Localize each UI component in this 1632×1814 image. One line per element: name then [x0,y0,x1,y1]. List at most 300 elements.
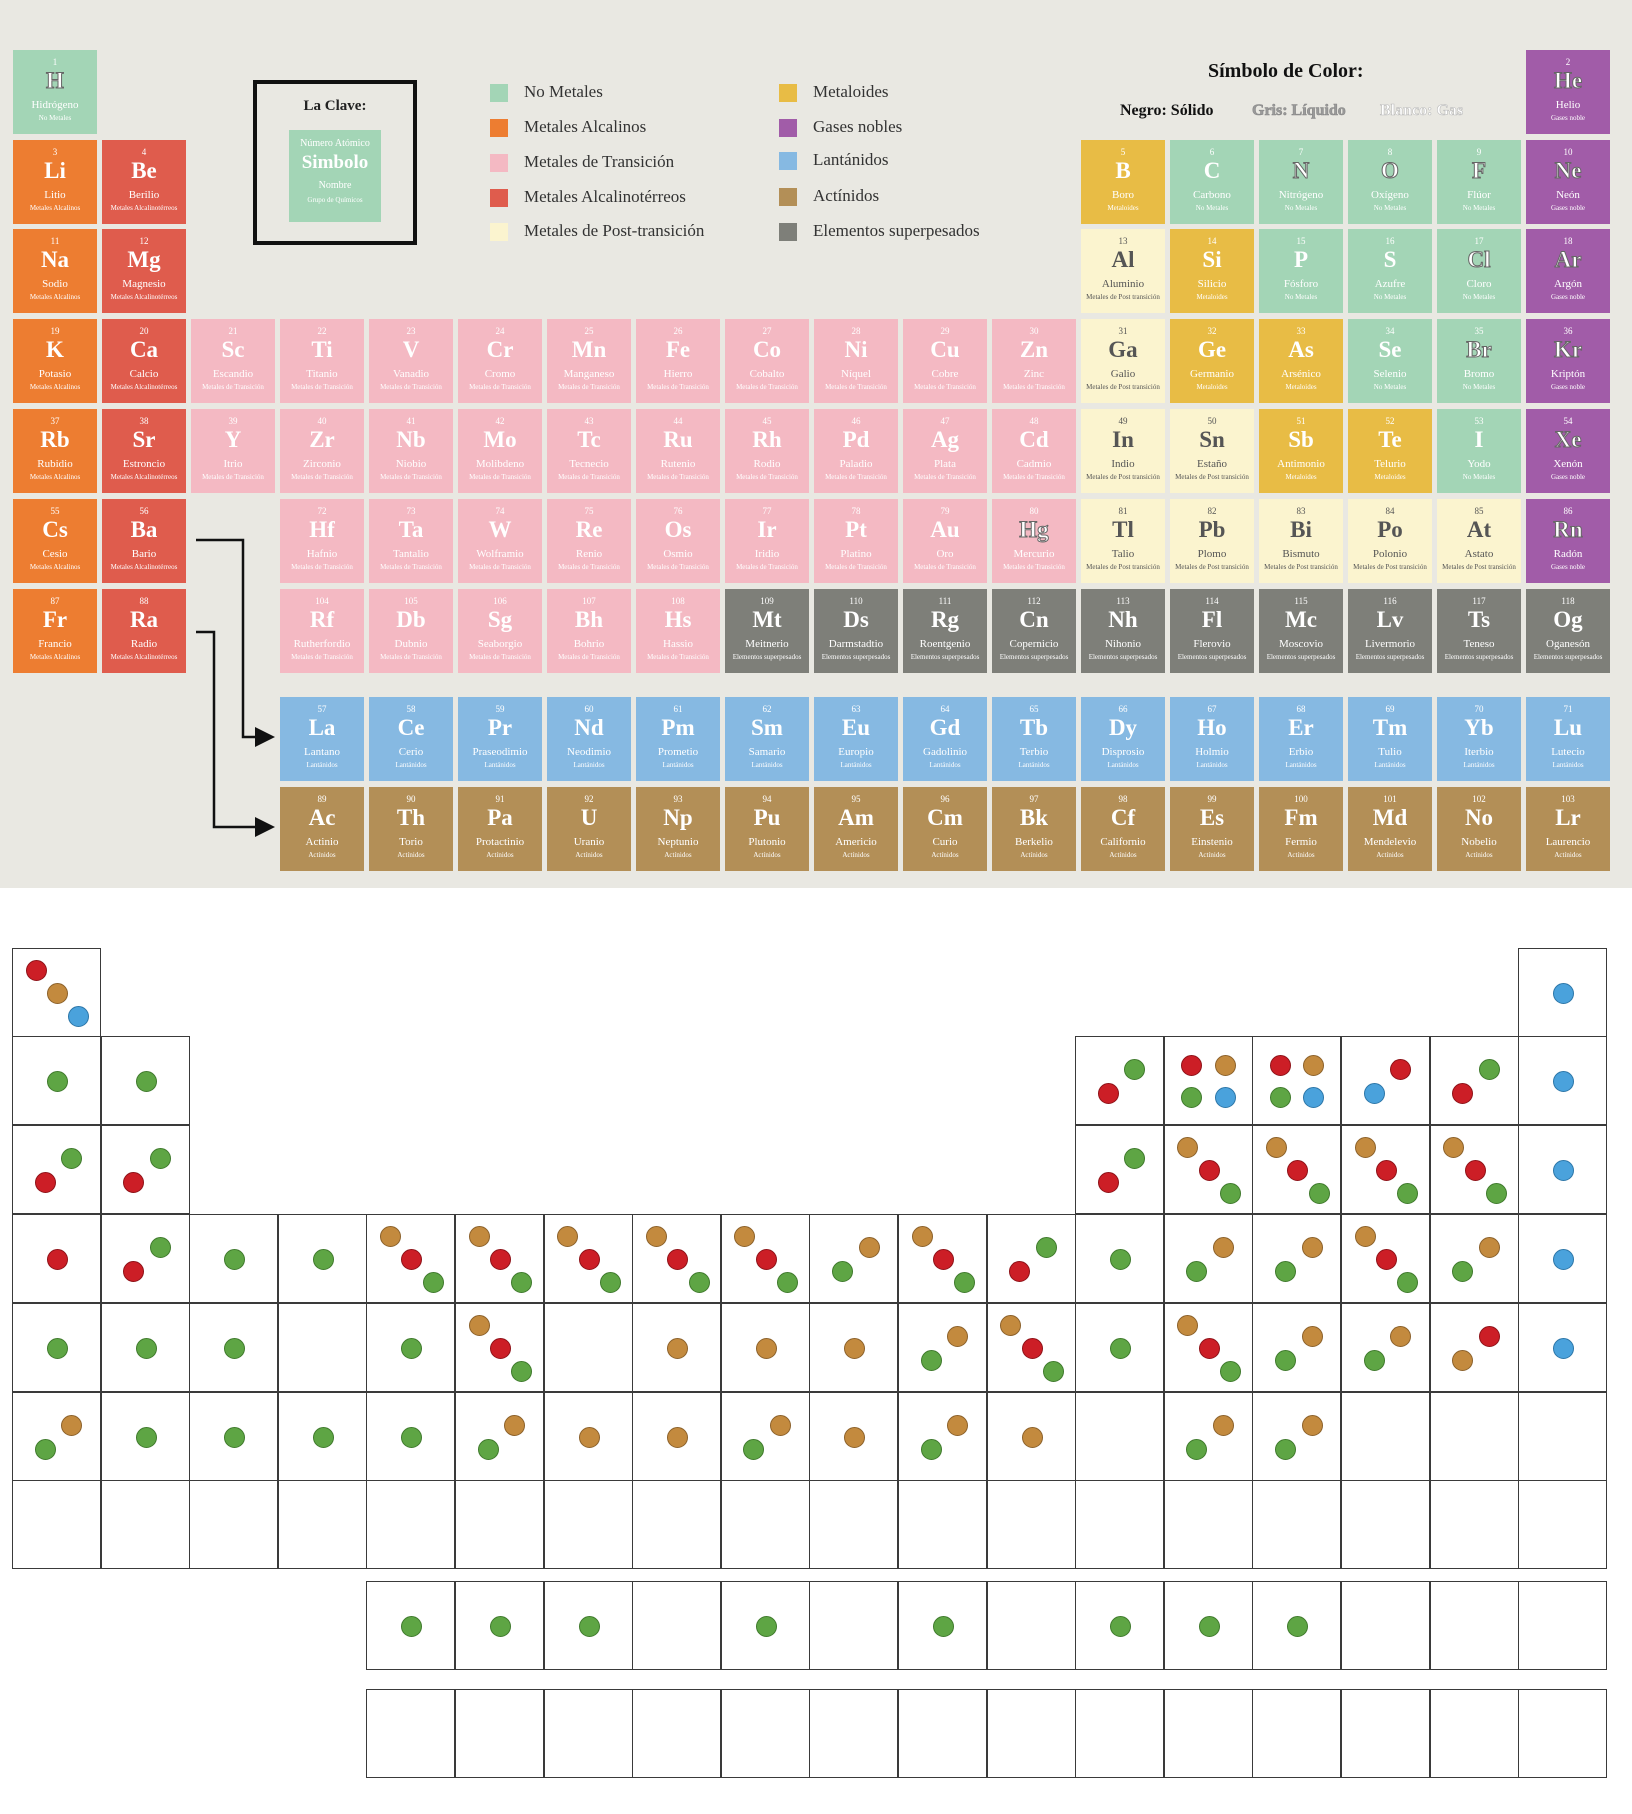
element-symbol: Ni [844,337,868,362]
element-symbol: Pu [753,805,781,830]
element-symbol: Ca [129,337,159,362]
element-symbol: Kr [1553,337,1583,362]
element-group: Lantánidos [1196,761,1228,769]
element-symbol: Gd [929,715,961,740]
dot-cell-r4-c4 [278,1214,367,1303]
dot-cell-r4-c15 [1252,1214,1341,1303]
element-group: Metales de Post transición [1086,473,1160,481]
marker-dot [26,960,47,981]
element-name: Bohrio [573,638,605,650]
marker-dot [123,1261,144,1282]
dot-cell-r3-c18 [1518,1125,1607,1214]
element-symbol: Xe [1554,427,1582,452]
element-group: Lantánidos [484,761,516,769]
element-symbol: Rb [40,427,70,452]
element-symbol: Mo [483,427,517,452]
element-number: 45 [762,416,772,426]
element-symbol: Li [44,158,66,183]
marker-dot [770,1415,791,1436]
element-name: Rodio [753,458,781,470]
element-group: No Metales [1462,204,1496,212]
dot-cell-r6-c1 [12,1392,101,1481]
element-name: Rutherfordio [293,638,351,650]
state-liquid: Gris: Líquido [1252,102,1346,119]
element-symbol: At [1466,517,1492,542]
element-number: 2 [1565,57,1571,67]
marker-dot [1390,1059,1411,1080]
marker-dot [1390,1326,1411,1347]
element-group: Actínidos [1109,851,1137,859]
dot-cell-r7-c18 [1518,1480,1607,1569]
element-name: Nobelio [1461,836,1497,848]
element-number: 32 [1207,326,1217,336]
element-group: Metales de Transición [825,383,887,391]
marker-dot [1553,1249,1574,1270]
marker-dot [859,1237,880,1258]
marker-dot [1213,1415,1234,1436]
marker-dot [1364,1083,1385,1104]
element-name: Americio [835,836,877,848]
marker-dot [921,1439,942,1460]
element-symbol: Ne [1554,158,1582,183]
marker-dot [933,1616,954,1637]
element-number: 59 [495,704,505,714]
element-name: Radón [1553,548,1583,560]
element-symbol: Bh [574,607,604,632]
element-name: Molibdeno [475,458,525,470]
element-symbol: Md [1372,805,1408,830]
element-name: Tulio [1378,746,1402,758]
dot-cell-r9-c16 [1341,1689,1430,1778]
marker-dot [667,1427,688,1448]
marker-dot [832,1261,853,1282]
element-name: Oro [936,548,954,560]
dot-cell-r2-c2 [101,1036,190,1125]
element-group: Actínidos [1020,851,1048,859]
dot-cell-r4-c6 [455,1214,544,1303]
element-number: 92 [584,794,594,804]
dot-cell-r7-c10 [809,1480,898,1569]
dot-cell-r8-c8 [632,1581,721,1670]
element-symbol: Sg [487,607,513,632]
marker-dot [1181,1087,1202,1108]
marker-dot [1376,1160,1397,1181]
element-group: Metales de Transición [202,473,264,481]
dot-cell-r7-c13 [1075,1480,1164,1569]
element-name: Protactinio [475,836,525,848]
element-name: Radio [130,638,158,650]
marker-dot [1199,1160,1220,1181]
element-group: Elementos superpesados [999,653,1069,661]
marker-dot [469,1226,490,1247]
dot-cell-r6-c18 [1518,1392,1607,1481]
element-group: Actínidos [1287,851,1315,859]
element-number: 10 [1563,147,1573,157]
element-number: 50 [1207,416,1217,426]
element-group: Metales de Transición [291,653,353,661]
element-symbol: C [1203,158,1221,183]
marker-dot [844,1427,865,1448]
dot-cell-r5-c4 [278,1303,367,1392]
element-name: Lantano [303,746,341,758]
arrow-lanthanides [196,540,270,737]
marker-dot [1213,1237,1234,1258]
key-title: La Clave: [303,98,367,114]
element-name: Bario [131,548,157,560]
element-symbol: Dy [1108,715,1138,740]
dot-cell-r4-c3 [189,1214,278,1303]
element-name: Antimonio [1277,458,1325,470]
dot-cell-r4-c10 [809,1214,898,1303]
legend-label-alkaline: Metales Alcalinotérreos [524,187,686,206]
marker-dot [1452,1261,1473,1282]
element-number: 23 [406,326,416,336]
element-number: 38 [139,416,149,426]
marker-dot [1124,1059,1145,1080]
element-number: 79 [940,506,950,516]
element-symbol: U [580,805,598,830]
dot-cell-r9-c10 [809,1689,898,1778]
element-group: Metales de Transición [825,563,887,571]
dot-cell-r5-c13 [1075,1303,1164,1392]
marker-dot [1287,1616,1308,1637]
legend-label-nonmetal: No Metales [524,82,603,101]
element-number: 33 [1296,326,1306,336]
element-symbol: Lu [1553,715,1583,740]
element-name: Nitrógeno [1278,189,1324,201]
marker-dot [47,1071,68,1092]
element-symbol: Cr [486,337,514,362]
element-symbol: Pm [661,715,695,740]
element-symbol: F [1471,158,1487,183]
element-number: 65 [1029,704,1039,714]
dot-cell-r5-c2 [101,1303,190,1392]
element-group: No Metales [38,114,72,122]
element-name: Azufre [1374,278,1406,290]
element-number: 56 [139,506,149,516]
marker-dot [947,1415,968,1436]
marker-dot [313,1249,334,1270]
dot-cell-r5-c8 [632,1303,721,1392]
element-name: Berilio [128,189,160,201]
element-group: Elementos superpesados [1177,653,1247,661]
element-group: Metales Alcalinos [29,204,81,212]
element-name: Curio [932,836,958,848]
marker-dot [1110,1249,1131,1270]
dot-cell-r9-c17 [1430,1689,1519,1778]
element-name: Bromo [1463,368,1495,380]
marker-dot [401,1249,422,1270]
element-name: Tantalio [393,548,429,560]
element-symbol: Am [838,805,874,830]
element-group: Metales Alcalinotérreos [110,204,178,212]
element-group: Metales Alcalinos [29,473,81,481]
dot-cell-r3-c17 [1430,1125,1519,1214]
marker-dot [35,1439,56,1460]
element-number: 75 [584,506,594,516]
element-name: Escandio [212,368,254,380]
element-number: 51 [1296,416,1306,426]
element-number: 31 [1118,326,1128,336]
marker-dot [947,1326,968,1347]
marker-dot [1186,1261,1207,1282]
element-name: Plomo [1197,548,1227,560]
marker-dot [47,983,68,1004]
marker-dot [1181,1055,1202,1076]
marker-dot [1275,1439,1296,1460]
dot-cell-r8-c17 [1430,1581,1519,1670]
element-group: Metales de Post transición [1442,563,1516,571]
element-number: 69 [1385,704,1395,714]
element-symbol: V [402,337,420,362]
element-number: 70 [1474,704,1484,714]
element-group: Metales Alcalinotérreos [110,293,178,301]
marker-dot [224,1427,245,1448]
element-symbol: Fe [665,337,691,362]
element-number: 86 [1563,506,1573,516]
element-group: Metales de Transición [736,563,798,571]
element-group: No Metales [1373,204,1407,212]
element-number: 80 [1029,506,1039,516]
element-name: Holmio [1195,746,1229,758]
dot-cell-r9-c8 [632,1689,721,1778]
element-number: 35 [1474,326,1484,336]
element-name: Zirconio [303,458,341,470]
element-name: Wolframio [476,548,524,560]
element-name: Neodimio [567,746,611,758]
element-name: Hidrógeno [31,99,79,111]
marker-dot [1302,1326,1323,1347]
dot-cell-r8-c7 [544,1581,633,1670]
element-symbol: Sb [1288,427,1314,452]
element-group: Elementos superpesados [821,653,891,661]
marker-dot [1124,1148,1145,1169]
dot-cell-r5-c12 [987,1303,1076,1392]
element-number: 98 [1118,794,1128,804]
element-group: Gases noble [1550,473,1586,481]
element-number: 47 [940,416,950,426]
element-name: Carbono [1193,189,1231,201]
element-name: Praseodimio [472,746,528,758]
element-name: Astato [1464,548,1494,560]
element-number: 6 [1209,147,1215,157]
element-name: Rubidio [37,458,73,470]
element-number: 39 [228,416,238,426]
marker-dot [1364,1350,1385,1371]
element-name: Estroncio [122,458,166,470]
key-name: Nombre [318,180,352,191]
element-number: 16 [1385,236,1395,246]
element-name: Cloro [1466,278,1492,290]
element-symbol: Al [1111,247,1135,272]
element-number: 57 [317,704,327,714]
element-name: Galio [1110,368,1136,380]
element-symbol: S [1383,247,1397,272]
element-name: Plata [934,458,956,470]
element-name: Mendelevio [1363,836,1417,848]
element-name: Hierro [663,368,693,380]
element-name: Osmio [663,548,693,560]
element-symbol: Nb [396,427,426,452]
dot-cell-r7-c11 [898,1480,987,1569]
marker-dot [224,1249,245,1270]
element-group: Actínidos [1465,851,1493,859]
marker-dot [1397,1272,1418,1293]
dot-cell-r8-c10 [809,1581,898,1670]
element-group: Metaloides [1285,383,1317,391]
element-group: No Metales [1462,473,1496,481]
dot-cell-r9-c5 [366,1689,455,1778]
element-group: Elementos superpesados [1266,653,1336,661]
element-symbol: Te [1378,427,1402,452]
marker-dot [1397,1183,1418,1204]
element-group: Gases noble [1550,114,1586,122]
marker-dot [1553,1338,1574,1359]
element-symbol: Cf [1110,805,1136,830]
element-name: Francio [38,638,72,650]
dot-cell-r5-c17 [1430,1303,1519,1392]
legend-label-actinide: Actínidos [813,186,880,205]
marker-dot [734,1226,755,1247]
element-symbol: Cn [1019,607,1049,632]
dot-cell-r9-c15 [1252,1689,1341,1778]
element-name: Tecnecio [569,458,609,470]
dot-cell-r9-c7 [544,1689,633,1778]
element-name: Magnesio [122,278,166,290]
element-number: 72 [317,506,327,516]
element-number: 81 [1118,506,1128,516]
element-name: Arsénico [1281,368,1321,380]
element-number: 4 [141,147,147,157]
element-symbol: Nh [1108,607,1138,632]
element-group: Metales de Transición [469,383,531,391]
element-group: Metales de Transición [736,383,798,391]
element-number: 104 [315,596,329,606]
dot-cell-r2-c15 [1252,1036,1341,1125]
element-name: Cromo [484,368,516,380]
element-number: 101 [1383,794,1397,804]
marker-dot [756,1616,777,1637]
element-symbol: Re [575,517,603,542]
element-symbol: Ce [397,715,425,740]
element-group: Metales Alcalinotérreos [110,653,178,661]
element-symbol: Lv [1376,607,1404,632]
marker-dot [1275,1261,1296,1282]
dot-cell-r9-c11 [898,1689,987,1778]
element-symbol: In [1112,427,1134,452]
element-symbol: P [1293,247,1309,272]
element-number: 107 [582,596,596,606]
state-legend-title: Símbolo de Color: [1208,60,1364,82]
element-group: Gases noble [1550,293,1586,301]
element-number: 7 [1298,147,1304,157]
element-name: Níquel [841,368,871,380]
element-number: 54 [1563,416,1573,426]
element-number: 25 [584,326,594,336]
element-name: Hassio [663,638,693,650]
element-number: 15 [1296,236,1306,246]
dot-cell-r5-c16 [1341,1303,1430,1392]
marker-dot [756,1249,777,1270]
element-number: 3 [52,147,58,157]
marker-dot [1465,1160,1486,1181]
element-symbol: H [46,68,64,93]
f-block-arrows [0,0,1632,888]
dot-cell-r7-c6 [455,1480,544,1569]
element-number: 9 [1476,147,1482,157]
element-symbol: Ta [398,517,424,542]
key-group: Grupo de Químicos [307,196,363,204]
element-group: Actínidos [575,851,603,859]
dot-cell-r2-c1 [12,1036,101,1125]
element-symbol: Ru [663,427,693,452]
element-symbol: Yb [1464,715,1494,740]
legend-label-lanthanide: Lantánidos [813,150,889,169]
element-symbol: Os [664,517,692,542]
element-symbol: Th [396,805,426,830]
element-group: Lantánidos [1374,761,1406,769]
marker-dot [579,1427,600,1448]
dot-cell-r4-c12 [987,1214,1076,1303]
element-name: Roentgenio [919,638,971,650]
element-symbol: Fl [1201,607,1223,632]
element-group: Actínidos [842,851,870,859]
element-group: Metales de Transición [558,473,620,481]
element-number: 76 [673,506,683,516]
marker-dot [1443,1137,1464,1158]
element-group: Lantánidos [1285,761,1317,769]
dot-cell-r8-c6 [455,1581,544,1670]
element-group: Elementos superpesados [1355,653,1425,661]
element-symbol: Hg [1019,517,1049,542]
element-name: Polonio [1372,548,1408,560]
element-name: Cadmio [1016,458,1052,470]
marker-dot [1270,1055,1291,1076]
element-symbol: Ga [1108,337,1138,362]
element-name: Mercurio [1013,548,1055,560]
element-number: 71 [1563,704,1573,714]
element-number: 93 [673,794,683,804]
element-number: 116 [1383,596,1397,606]
marker-dot [933,1249,954,1270]
dot-cell-r8-c14 [1164,1581,1253,1670]
marker-dot [921,1350,942,1371]
dot-cell-r6-c10 [809,1392,898,1481]
dot-cell-r4-c18 [1518,1214,1607,1303]
element-name: Fósforo [1283,278,1319,290]
element-name: Sodio [42,278,68,290]
dot-cell-r5-c6 [455,1303,544,1392]
dot-cell-r6-c7 [544,1392,633,1481]
element-name: Indio [1111,458,1135,470]
element-number: 83 [1296,506,1306,516]
element-symbol: Ts [1467,607,1491,632]
dot-cell-r8-c9 [721,1581,810,1670]
element-group: Metales Alcalinos [29,293,81,301]
element-symbol: Sc [221,337,245,362]
element-name: Argón [1554,278,1582,290]
element-group: Metales de Transición [558,383,620,391]
element-number: 62 [762,704,772,714]
element-number: 53 [1474,416,1484,426]
element-number: 68 [1296,704,1306,714]
element-number: 55 [50,506,60,516]
dot-cell-r4-c2 [101,1214,190,1303]
marker-dot [1220,1361,1241,1382]
element-name: Disprosio [1101,746,1145,758]
element-name: Litio [44,189,66,201]
marker-dot [1266,1137,1287,1158]
